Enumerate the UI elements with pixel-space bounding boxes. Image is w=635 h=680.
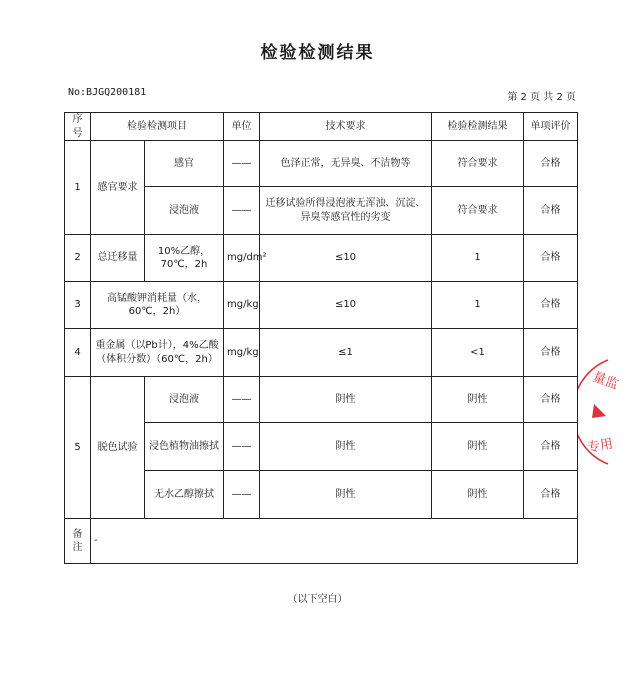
results-table: [64, 112, 578, 564]
item-name: 高锰酸钾消耗量（水，60℃，2h）: [91, 282, 224, 329]
result-cell: 符合要求: [432, 187, 524, 235]
result-cell: 1: [432, 282, 524, 329]
result-cell: 阴性: [432, 423, 524, 471]
unit-cell: mg/dm²: [224, 235, 260, 282]
requirement-cell: ≤10: [260, 235, 432, 282]
requirement-cell: ≤1: [260, 329, 432, 377]
eval-cell: 合格: [524, 377, 578, 423]
sub-item: 无水乙醇擦拭: [145, 471, 224, 519]
requirement-cell: 阴性: [260, 423, 432, 471]
seal-star-icon: [592, 404, 606, 418]
eval-cell: 合格: [524, 141, 578, 187]
item-name: 重金属（以Pb计），4%乙酸（体积分数）（60℃，2h）: [91, 329, 224, 377]
eval-cell: 合格: [524, 471, 578, 519]
inspection-seal: [578, 352, 635, 472]
item-name: 脱色试验: [91, 377, 145, 519]
seal-text-top: 量监: [590, 369, 621, 393]
unit-cell: ——: [224, 187, 260, 235]
sub-item: 感官: [145, 141, 224, 187]
remarks-value: -: [91, 519, 578, 564]
result-cell: <1: [432, 329, 524, 377]
blank-note: （以下空白）: [287, 594, 348, 605]
seal-ring: [578, 360, 608, 464]
requirement-cell: 阴性: [260, 471, 432, 519]
sub-item: 浸泡液: [145, 187, 224, 235]
eval-cell: 合格: [524, 187, 578, 235]
page-indicator: 第 2 页 共 2 页: [507, 92, 576, 103]
unit-cell: ——: [224, 423, 260, 471]
table-row: [65, 141, 578, 187]
requirement-cell: 阴性: [260, 377, 432, 423]
item-name: 感官要求: [91, 141, 145, 235]
sub-item: 浸泡液: [145, 377, 224, 423]
row-no: 5: [65, 377, 91, 519]
col-header-result: 检验检测结果: [432, 113, 524, 141]
unit-cell: ——: [224, 471, 260, 519]
page-title: 检验检测结果: [260, 43, 375, 63]
unit-cell: mg/kg: [224, 282, 260, 329]
table-row: [65, 235, 578, 282]
row-no: 3: [65, 282, 91, 329]
table-header-row: [65, 113, 578, 141]
unit-cell: ——: [224, 377, 260, 423]
eval-cell: 合格: [524, 282, 578, 329]
seal-text-bottom: 专用: [586, 436, 615, 456]
result-cell: 符合要求: [432, 141, 524, 187]
row-no: 1: [65, 141, 91, 235]
eval-cell: 合格: [524, 329, 578, 377]
remarks-row: [65, 519, 578, 564]
col-header-item: 检验检测项目: [91, 113, 224, 141]
result-cell: 阴性: [432, 471, 524, 519]
row-no: 2: [65, 235, 91, 282]
row-no: 4: [65, 329, 91, 377]
result-cell: 1: [432, 235, 524, 282]
eval-cell: 合格: [524, 235, 578, 282]
result-cell: 阴性: [432, 377, 524, 423]
report-number: No:BJGQ200181: [68, 87, 147, 98]
remarks-label: 备注: [65, 519, 91, 564]
eval-cell: 合格: [524, 423, 578, 471]
col-header-eval: 单项评价: [524, 113, 578, 141]
col-header-requirement: 技术要求: [260, 113, 432, 141]
unit-cell: ——: [224, 141, 260, 187]
table-row: [65, 282, 578, 329]
requirement-cell: 色泽正常，无异臭、不洁物等: [260, 141, 432, 187]
table-row: [65, 377, 578, 423]
col-header-no: 序号: [65, 113, 91, 141]
sub-item: 浸色植物油擦拭: [145, 423, 224, 471]
requirement-cell: ≤10: [260, 282, 432, 329]
table-row: [65, 329, 578, 377]
col-header-unit: 单位: [224, 113, 260, 141]
sub-item: 10%乙醇，70℃，2h: [145, 235, 224, 282]
unit-cell: mg/kg: [224, 329, 260, 377]
requirement-cell: 迁移试验所得浸泡液无浑浊、沉淀、异臭等感官性的劣变: [260, 187, 432, 235]
item-name: 总迁移量: [91, 235, 145, 282]
